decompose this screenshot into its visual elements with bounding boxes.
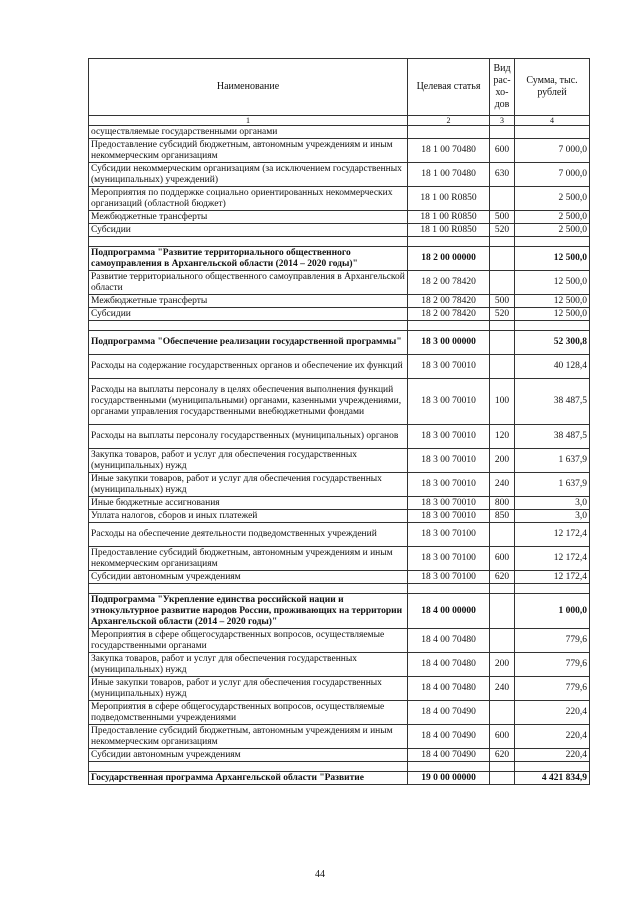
name-cell: Развитие территориального общественного самоуправления в Архангельской области [89, 271, 408, 295]
code-cell: 18 1 00 R0850 [408, 211, 490, 224]
spacer-cell [490, 321, 515, 331]
spacer-cell [408, 762, 490, 772]
type-cell [490, 701, 515, 725]
type-cell: 520 [490, 308, 515, 321]
code-cell: 18 1 00 70480 [408, 139, 490, 163]
sum-cell: 38 487,5 [515, 379, 590, 425]
subprogram-row [89, 594, 590, 629]
code-cell: 18 3 00 70010 [408, 355, 490, 379]
name-cell: Расходы на содержание государственных органов и обеспечение их функций [89, 355, 408, 379]
type-cell: 520 [490, 224, 515, 237]
sum-cell: 3,0 [515, 497, 590, 510]
subprogram-row [89, 247, 590, 271]
code-cell: 18 1 00 R0850 [408, 187, 490, 211]
code-cell: 18 3 00 70010 [408, 473, 490, 497]
table-row [89, 271, 590, 295]
sum-cell: 1 000,0 [515, 594, 590, 629]
code-cell: 18 3 00 70010 [408, 379, 490, 425]
code-cell: 19 0 00 00000 [408, 772, 490, 785]
spacer-cell [89, 584, 408, 594]
code-cell: 18 4 00 70490 [408, 749, 490, 762]
type-cell: 120 [490, 425, 515, 449]
spacer-cell [490, 762, 515, 772]
type-cell [490, 271, 515, 295]
table-row [89, 224, 590, 237]
sum-cell: 1 637,9 [515, 449, 590, 473]
type-cell: 240 [490, 677, 515, 701]
type-cell [490, 594, 515, 629]
sum-cell: 220,4 [515, 701, 590, 725]
sum-cell: 12 500,0 [515, 308, 590, 321]
table-row [89, 749, 590, 762]
table-row [89, 355, 590, 379]
name-cell: Закупка товаров, работ и услуг для обеспечения государственных (муниципальных) нужд [89, 653, 408, 677]
table-row [89, 701, 590, 725]
header-name: Наименование [89, 59, 408, 116]
header-type: Вид рас-хо-дов [490, 59, 515, 116]
table-row [89, 449, 590, 473]
sum-cell: 220,4 [515, 749, 590, 762]
type-cell [490, 331, 515, 355]
name-cell: Субсидии автономным учреждениям [89, 749, 408, 762]
spacer-cell [515, 237, 590, 247]
code-cell: 18 3 00 70100 [408, 523, 490, 547]
sum-cell: 7 000,0 [515, 139, 590, 163]
table-row [89, 497, 590, 510]
sum-cell: 220,4 [515, 725, 590, 749]
type-cell: 600 [490, 139, 515, 163]
sum-cell: 12 500,0 [515, 271, 590, 295]
name-cell: осуществляемые государственными органами [89, 126, 408, 139]
table-row [89, 139, 590, 163]
spacer-row [89, 584, 590, 594]
table-row [89, 473, 590, 497]
sum-cell: 7 000,0 [515, 163, 590, 187]
subprogram-row [89, 772, 590, 785]
table-row [89, 211, 590, 224]
spacer-row [89, 762, 590, 772]
sum-cell: 779,6 [515, 677, 590, 701]
name-cell: Субсидии автономным учреждениям [89, 571, 408, 584]
spacer-cell [408, 237, 490, 247]
code-cell [408, 126, 490, 139]
name-cell: Субсидии некоммерческим организациям (за исключением государственных (муниципальных) учреждений) [89, 163, 408, 187]
spacer-cell [515, 584, 590, 594]
col-number: 1 [89, 116, 408, 126]
code-cell: 18 2 00 78420 [408, 308, 490, 321]
name-cell: Подпрограмма "Обеспечение реализации государственной программы" [89, 331, 408, 355]
table-row [89, 163, 590, 187]
code-cell: 18 3 00 70100 [408, 547, 490, 571]
spacer-cell [89, 321, 408, 331]
sum-cell: 3,0 [515, 510, 590, 523]
table-row [89, 677, 590, 701]
name-cell: Расходы на обеспечение деятельности подведомственных учреждений [89, 523, 408, 547]
spacer-cell [408, 321, 490, 331]
name-cell: Иные закупки товаров, работ и услуг для обеспечения государственных (муниципальных) нужд [89, 677, 408, 701]
code-cell: 18 4 00 70480 [408, 677, 490, 701]
type-cell: 240 [490, 473, 515, 497]
type-cell: 200 [490, 449, 515, 473]
sum-cell: 40 128,4 [515, 355, 590, 379]
spacer-cell [515, 321, 590, 331]
spacer-cell [89, 762, 408, 772]
name-cell: Межбюджетные трансферты [89, 211, 408, 224]
code-cell: 18 4 00 00000 [408, 594, 490, 629]
name-cell: Предоставление субсидий бюджетным, автономным учреждениям и иным некоммерческим организациям [89, 547, 408, 571]
sum-cell: 2 500,0 [515, 187, 590, 211]
name-cell: Иные закупки товаров, работ и услуг для обеспечения государственных (муниципальных) нужд [89, 473, 408, 497]
name-cell: Мероприятия в сфере общегосударственных вопросов, осуществляемые государственными органами [89, 629, 408, 653]
sum-cell: 779,6 [515, 629, 590, 653]
sum-cell: 12 172,4 [515, 523, 590, 547]
spacer-cell [515, 762, 590, 772]
type-cell: 600 [490, 547, 515, 571]
name-cell: Закупка товаров, работ и услуг для обеспечения государственных (муниципальных) нужд [89, 449, 408, 473]
spacer-cell [490, 584, 515, 594]
type-cell: 500 [490, 211, 515, 224]
table-row [89, 629, 590, 653]
code-cell: 18 3 00 70010 [408, 449, 490, 473]
type-cell: 200 [490, 653, 515, 677]
type-cell: 630 [490, 163, 515, 187]
table-row [89, 308, 590, 321]
name-cell: Уплата налогов, сборов и иных платежей [89, 510, 408, 523]
table-row [89, 126, 590, 139]
table-row [89, 425, 590, 449]
sum-cell: 38 487,5 [515, 425, 590, 449]
type-cell: 500 [490, 295, 515, 308]
col-number: 2 [408, 116, 490, 126]
sum-cell: 12 500,0 [515, 295, 590, 308]
table-body [89, 126, 590, 785]
name-cell: Межбюджетные трансферты [89, 295, 408, 308]
type-cell [490, 247, 515, 271]
spacer-row [89, 321, 590, 331]
table-row [89, 187, 590, 211]
sum-cell: 4 421 834,9 [515, 772, 590, 785]
type-cell [490, 523, 515, 547]
name-cell: Мероприятия по поддержке социально ориентированных некоммерческих организаций (областной бюджет) [89, 187, 408, 211]
col-number: 3 [490, 116, 515, 126]
code-cell: 18 3 00 70010 [408, 497, 490, 510]
table-row [89, 653, 590, 677]
name-cell: Субсидии [89, 308, 408, 321]
table-row [89, 295, 590, 308]
table-row [89, 510, 590, 523]
code-cell: 18 3 00 70100 [408, 571, 490, 584]
code-cell: 18 1 00 70480 [408, 163, 490, 187]
table-row [89, 571, 590, 584]
spacer-cell [89, 237, 408, 247]
sum-cell: 12 172,4 [515, 547, 590, 571]
type-cell [490, 126, 515, 139]
spacer-cell [490, 237, 515, 247]
table-row [89, 379, 590, 425]
code-cell: 18 1 00 R0850 [408, 224, 490, 237]
column-number-row [89, 116, 590, 126]
type-cell [490, 187, 515, 211]
budget-table [88, 58, 590, 785]
name-cell: Расходы на выплаты персоналу в целях обеспечения выполнения функций государственными (муниципальными) органами, казенными учреждениями, органами управления государственными внебюджетными фондами [89, 379, 408, 425]
code-cell: 18 3 00 00000 [408, 331, 490, 355]
name-cell: Государственная программа Архангельской области "Развитие [89, 772, 408, 785]
sum-cell: 1 637,9 [515, 473, 590, 497]
name-cell: Подпрограмма "Укрепление единства российской нации и этнокультурное развитие народов России, проживающих на территории Архангельской области (2014 – 2020 годы)" [89, 594, 408, 629]
table-header-row [89, 59, 590, 116]
name-cell: Иные бюджетные ассигнования [89, 497, 408, 510]
type-cell: 100 [490, 379, 515, 425]
table-row [89, 725, 590, 749]
code-cell: 18 3 00 70010 [408, 510, 490, 523]
header-sum: Сумма, тыс. рублей [515, 59, 590, 116]
sum-cell: 2 500,0 [515, 224, 590, 237]
type-cell [490, 629, 515, 653]
page-number: 44 [315, 869, 325, 880]
type-cell: 620 [490, 749, 515, 762]
type-cell [490, 772, 515, 785]
code-cell: 18 3 00 70010 [408, 425, 490, 449]
col-number: 4 [515, 116, 590, 126]
sum-cell: 2 500,0 [515, 211, 590, 224]
sum-cell: 52 300,8 [515, 331, 590, 355]
type-cell: 600 [490, 725, 515, 749]
table-row [89, 523, 590, 547]
subprogram-row [89, 331, 590, 355]
sum-cell: 12 500,0 [515, 247, 590, 271]
code-cell: 18 4 00 70490 [408, 725, 490, 749]
code-cell: 18 2 00 78420 [408, 271, 490, 295]
name-cell: Расходы на выплаты персоналу государственных (муниципальных) органов [89, 425, 408, 449]
type-cell: 850 [490, 510, 515, 523]
code-cell: 18 2 00 00000 [408, 247, 490, 271]
name-cell: Субсидии [89, 224, 408, 237]
sum-cell [515, 126, 590, 139]
code-cell: 18 2 00 78420 [408, 295, 490, 308]
name-cell: Подпрограмма "Развитие территориального общественного самоуправления в Архангельской области (2014 – 2020 годы)" [89, 247, 408, 271]
spacer-row [89, 237, 590, 247]
name-cell: Предоставление субсидий бюджетным, автономным учреждениям и иным некоммерческим организациям [89, 139, 408, 163]
type-cell [490, 355, 515, 379]
type-cell: 800 [490, 497, 515, 510]
code-cell: 18 4 00 70480 [408, 629, 490, 653]
sum-cell: 12 172,4 [515, 571, 590, 584]
name-cell: Предоставление субсидий бюджетным, автономным учреждениям и иным некоммерческим организациям [89, 725, 408, 749]
name-cell: Мероприятия в сфере общегосударственных вопросов, осуществляемые подведомственными учреждениями [89, 701, 408, 725]
spacer-cell [408, 584, 490, 594]
code-cell: 18 4 00 70490 [408, 701, 490, 725]
sum-cell: 779,6 [515, 653, 590, 677]
table-row [89, 547, 590, 571]
type-cell: 620 [490, 571, 515, 584]
code-cell: 18 4 00 70480 [408, 653, 490, 677]
header-code: Целевая статья [408, 59, 490, 116]
